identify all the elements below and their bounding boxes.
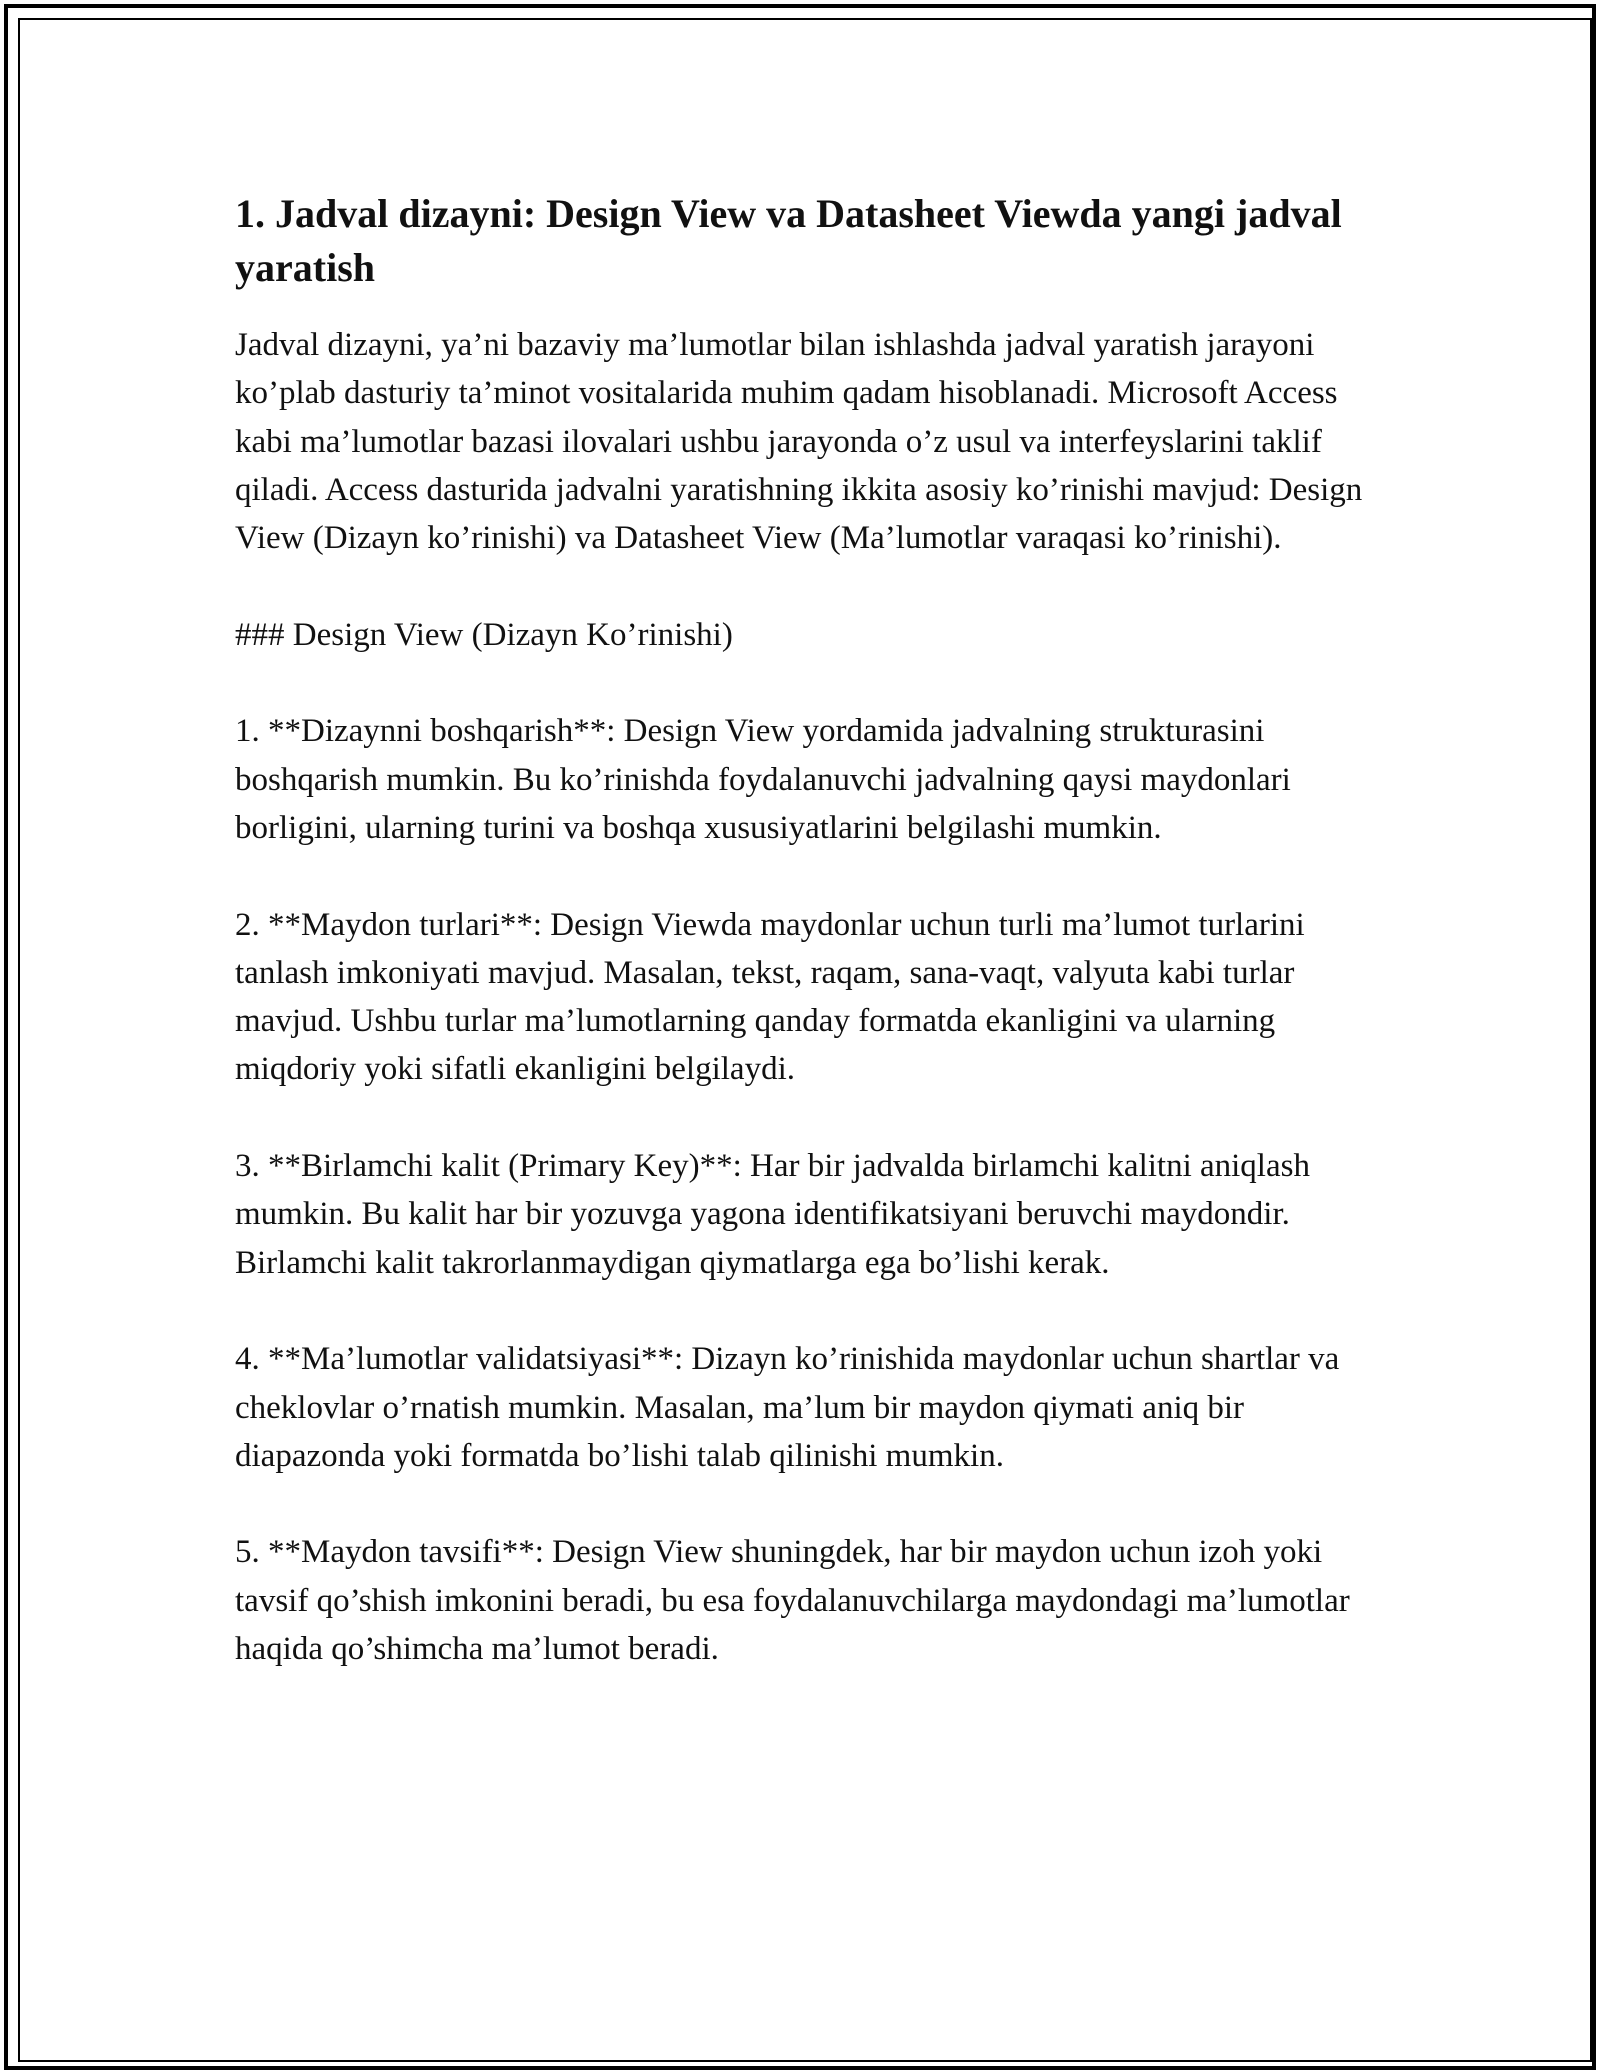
section-heading: ### Design View (Dizayn Ko’rinishi) xyxy=(235,616,733,653)
list-item: 1. **Dizaynni boshqarish**: Design View yordamida jadvalning strukturasini boshqarish mumkin. Bu ko’rinishda foydalanuvchi jadvalning qaysi maydonlari borligini, ularning turini va boshqa xususiyatlarini belgilashi mumkin. xyxy=(235,713,1291,846)
list-item: 4. **Ma’lumotlar validatsiyasi**: Dizayn ko’rinishida maydonlar uchun shartlar va cheklovlar o’rnatish mumkin. Masalan, ma’lum bir maydon qiymati aniq bir diapazonda yoki formatda bo’lishi talab qilinishi mumkin. xyxy=(235,1341,1340,1474)
document-body xyxy=(235,187,1375,1722)
document-title: 1. Jadval dizayni: Design View va Datasheet Viewda yangi jadval yaratish xyxy=(235,191,1342,290)
intro-paragraph: Jadval dizayni, ya’ni bazaviy ma’lumotlar bilan ishlashda jadval yaratish jarayoni ko’plab dasturiy ta’minot vositalarida muhim qadam hisoblanadi. Microsoft Access kabi ma’lumotlar bazasi ilovalari ushbu jarayonda o’z usul va interfeyslarini taklif qiladi. Access dasturida jadvalni yaratishning ikkita asosiy ko’rinishi mavjud: Design View (Dizayn ko’rinishi) va Datasheet View (Ma’lumotlar varaqasi ko’rinishi). xyxy=(235,327,1363,557)
list-item: 5. **Maydon tavsifi**: Design View shuningdek, har bir maydon uchun izoh yoki tavsif qo’shish imkonini beradi, bu esa foydalanuvchilarga maydondagi ma’lumotlar haqida qo’shimcha ma’lumot beradi. xyxy=(235,1534,1350,1668)
list-item: 3. **Birlamchi kalit (Primary Key)**: Har bir jadvalda birlamchi kalitni aniqlash mumkin. Bu kalit har bir yozuvga yagona identifikatsiyani beruvchi maydondir. Birlamchi kalit takrorlanmaydigan qiymatlarga ega bo’lishi kerak. xyxy=(235,1148,1310,1281)
list-item: 2. **Maydon turlari**: Design Viewda maydonlar uchun turli ma’lumot turlarini tanlash imkoniyati mavjud. Masalan, tekst, raqam, sana-vaqt, valyuta kabi turlar mavjud. Ushbu turlar ma’lumotlarning qanday formatda ekanligini va ularning miqdoriy yoki sifatli ekanligini belgilaydi. xyxy=(235,906,1305,1088)
